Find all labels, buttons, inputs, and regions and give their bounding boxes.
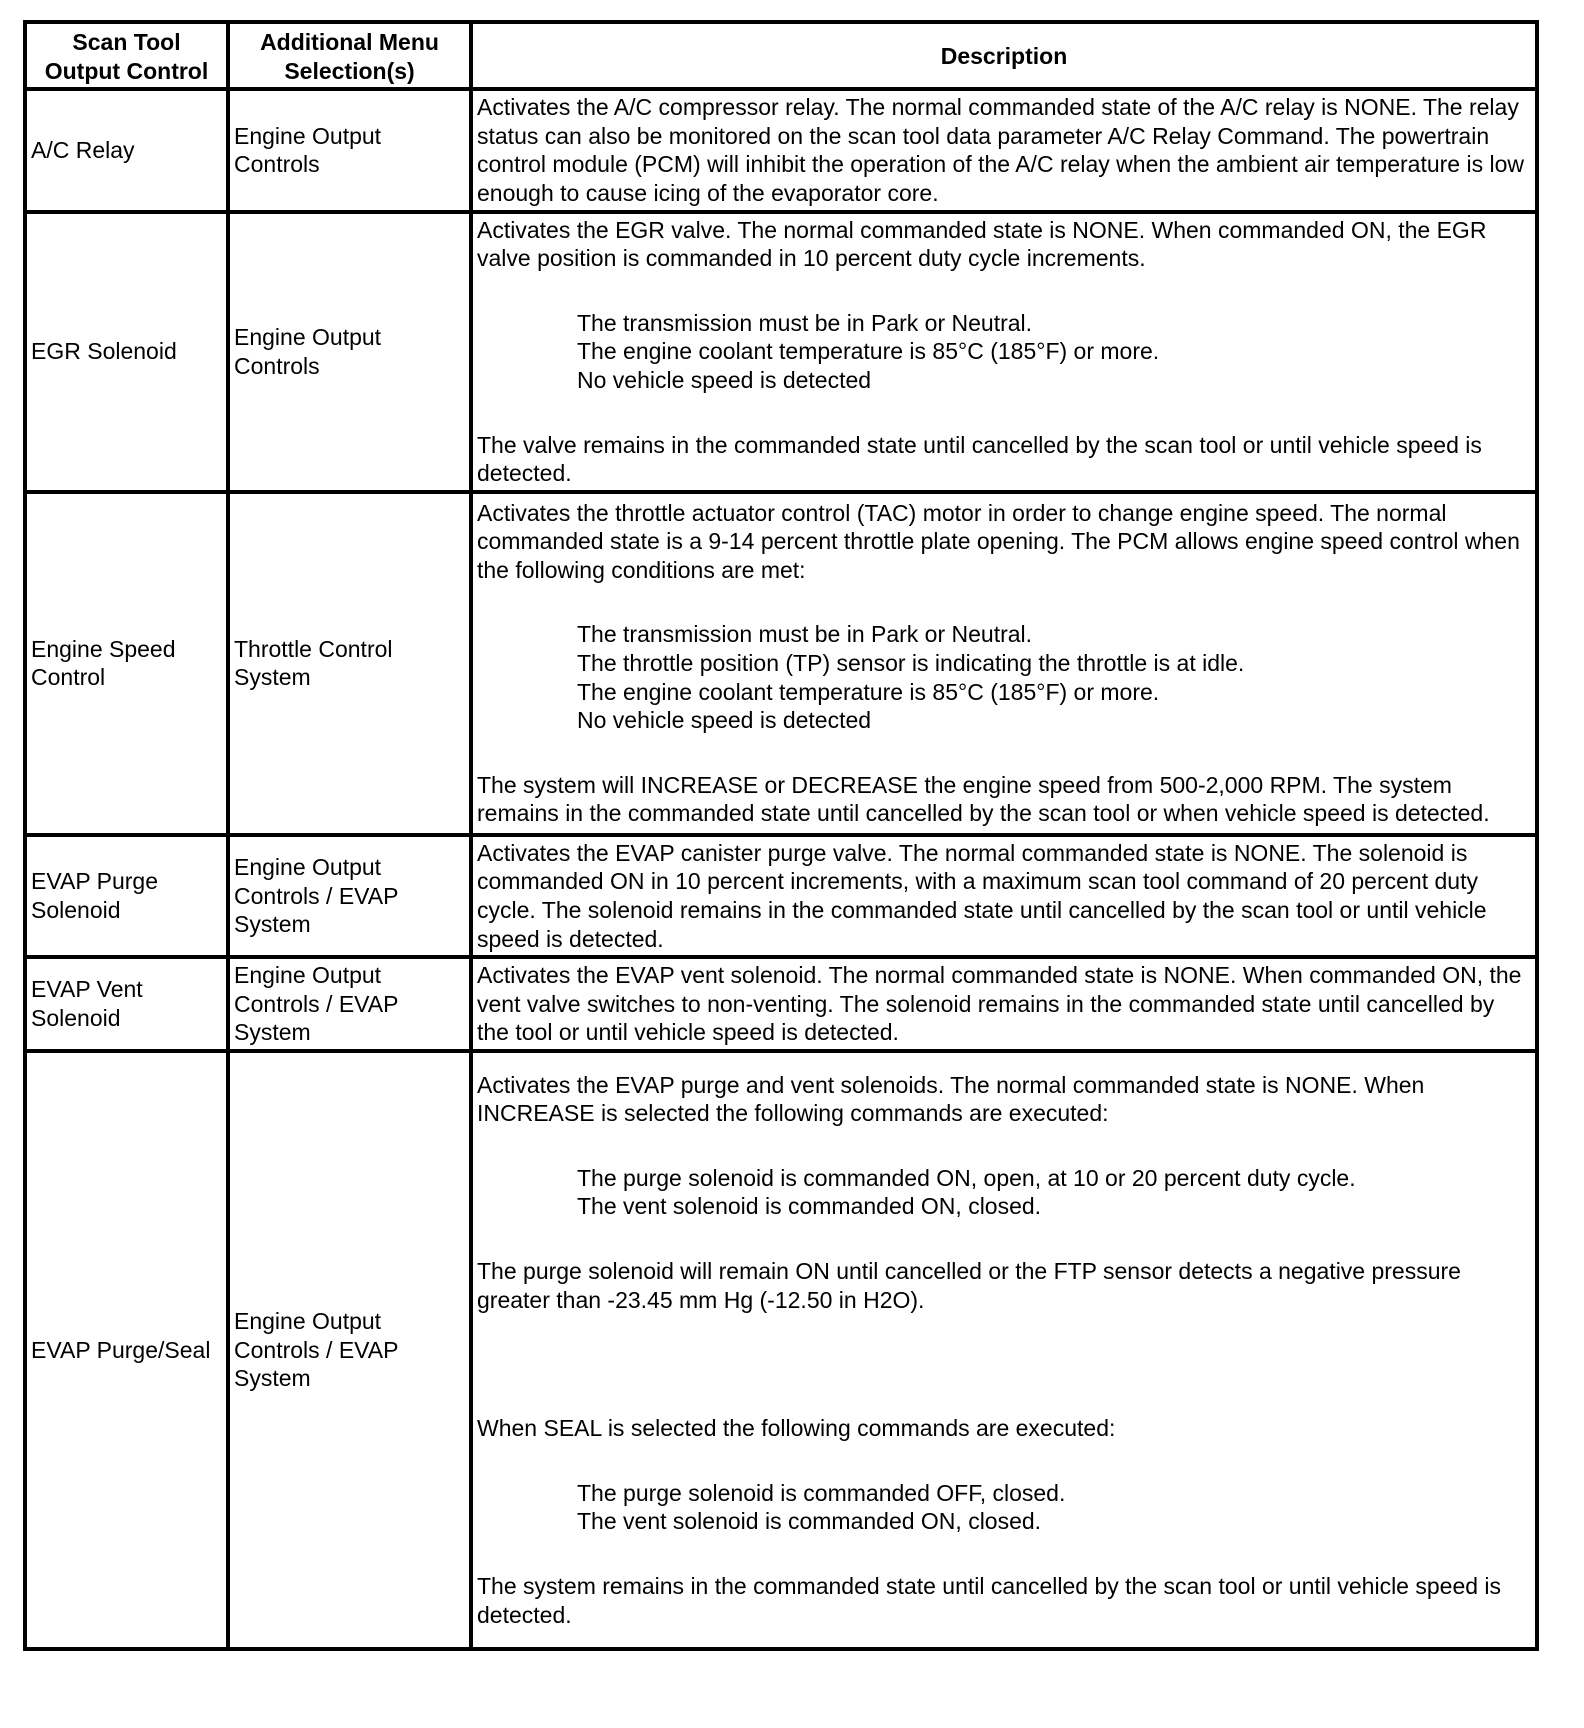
menu-selection-cell: Engine Output Controls bbox=[228, 89, 471, 211]
header-line: Selection(s) bbox=[284, 57, 415, 84]
header-line: Additional Menu bbox=[260, 29, 439, 55]
condition-item: The purge solenoid is commanded OFF, closed. bbox=[577, 1479, 1066, 1506]
description-intro: Activates the throttle actuator control (TAC) motor in order to change engine speed. The normal commanded state is a 9-14 percent throttle plate opening. The PCM allows engine speed control when the following conditions are met: bbox=[477, 499, 1520, 583]
scan-tool-output-controls-table bbox=[23, 20, 1539, 1651]
output-control-cell: EGR Solenoid bbox=[25, 212, 228, 492]
output-control-cell: EVAP Purge Solenoid bbox=[25, 835, 228, 957]
header-scan-tool-output-control bbox=[25, 22, 228, 89]
table-row bbox=[25, 1051, 1537, 1649]
condition-item: The engine coolant temperature is 85°C (185°F) or more. bbox=[577, 338, 1160, 365]
condition-item: The vent solenoid is commanded ON, closed. bbox=[577, 1508, 1042, 1535]
table-row bbox=[25, 89, 1537, 211]
condition-item: No vehicle speed is detected bbox=[577, 366, 872, 393]
seal-intro: When SEAL is selected the following commands are executed: bbox=[477, 1415, 1116, 1442]
menu-selection-cell: Engine Output Controls bbox=[228, 212, 471, 492]
description-outro: The system will INCREASE or DECREASE the engine speed from 500-2,000 RPM. The system remains in the commanded state until cancelled by the scan tool or when vehicle speed is detected. bbox=[477, 771, 1490, 827]
condition-list bbox=[477, 1164, 1531, 1221]
table-header-row bbox=[25, 22, 1537, 89]
condition-item: The vent solenoid is commanded ON, closed. bbox=[577, 1193, 1042, 1220]
description-outro: The system remains in the commanded state until cancelled by the scan tool or until vehicle speed is detected. bbox=[477, 1572, 1502, 1628]
condition-list bbox=[477, 620, 1531, 734]
table-row bbox=[25, 212, 1537, 492]
output-control-cell: A/C Relay bbox=[25, 89, 228, 211]
description-intro: Activates the A/C compressor relay. The normal commanded state of the A/C relay is NONE. The relay status can also be monitored on the scan tool data parameter A/C Relay Command. The powertrain control module (PCM) will inhibit the operation of the A/C relay when the ambient air temperature is low enough to cause icing of the evaporator core. bbox=[477, 94, 1524, 206]
output-control-cell: EVAP Purge/Seal bbox=[25, 1051, 228, 1649]
header-line: Output Control bbox=[44, 57, 209, 84]
description-cell bbox=[471, 492, 1537, 835]
condition-item: The transmission must be in Park or Neutral. bbox=[577, 309, 1033, 336]
seal-condition-list bbox=[477, 1479, 1531, 1536]
description-cell bbox=[471, 89, 1537, 211]
description-cell bbox=[471, 835, 1537, 957]
condition-item: The purge solenoid is commanded ON, open, at 10 or 20 percent duty cycle. bbox=[577, 1164, 1356, 1191]
menu-selection-cell: Engine Output Controls / EVAP System bbox=[228, 835, 471, 957]
description-intro: Activates the EGR valve. The normal commanded state is NONE. When commanded ON, the EGR valve position is commanded in 10 percent duty cycle increments. bbox=[477, 216, 1487, 272]
menu-selection-cell: Throttle Control System bbox=[228, 492, 471, 835]
header-line: Scan Tool bbox=[72, 29, 181, 55]
description-cell bbox=[471, 957, 1537, 1051]
description-intro: Activates the EVAP canister purge valve. The normal commanded state is NONE. The solenoid is commanded ON in 10 percent increments, with a maximum scan tool command of 20 percent duty cycle. The solenoid remains in the commanded state until cancelled by the scan tool or until vehicle speed is detected. bbox=[477, 839, 1487, 952]
description-intro: Activates the EVAP purge and vent solenoids. The normal commanded state is NONE. When INCREASE is selected the following commands are executed: bbox=[477, 1071, 1425, 1127]
table-row bbox=[25, 492, 1537, 835]
output-control-cell: EVAP Vent Solenoid bbox=[25, 957, 228, 1051]
output-control-cell: Engine Speed Control bbox=[25, 492, 228, 835]
condition-item: The transmission must be in Park or Neutral. bbox=[577, 621, 1033, 648]
menu-selection-cell: Engine Output Controls / EVAP System bbox=[228, 957, 471, 1051]
description-outro: The valve remains in the commanded state until cancelled by the scan tool or until vehicle speed is detected. bbox=[477, 431, 1482, 487]
description-middle: The purge solenoid will remain ON until cancelled or the FTP sensor detects a negative pressure greater than -23.45 mm Hg (-12.50 in H2O). bbox=[477, 1257, 1461, 1313]
table-row bbox=[25, 835, 1537, 957]
menu-selection-cell: Engine Output Controls / EVAP System bbox=[228, 1051, 471, 1649]
condition-item: The engine coolant temperature is 85°C (185°F) or more. bbox=[577, 678, 1160, 705]
condition-item: The throttle position (TP) sensor is indicating the throttle is at idle. bbox=[577, 649, 1245, 676]
condition-item: No vehicle speed is detected bbox=[577, 707, 872, 734]
description-cell bbox=[471, 1051, 1537, 1649]
condition-list bbox=[477, 309, 1531, 395]
table-row bbox=[25, 957, 1537, 1051]
description-intro: Activates the EVAP vent solenoid. The normal commanded state is NONE. When commanded ON, the vent valve switches to non-venting. The solenoid remains in the commanded state until cancelled by the tool or until vehicle speed is detected. bbox=[477, 962, 1522, 1046]
description-cell bbox=[471, 212, 1537, 492]
header-additional-menu-selections bbox=[228, 22, 471, 89]
header-description: Description bbox=[471, 22, 1537, 89]
